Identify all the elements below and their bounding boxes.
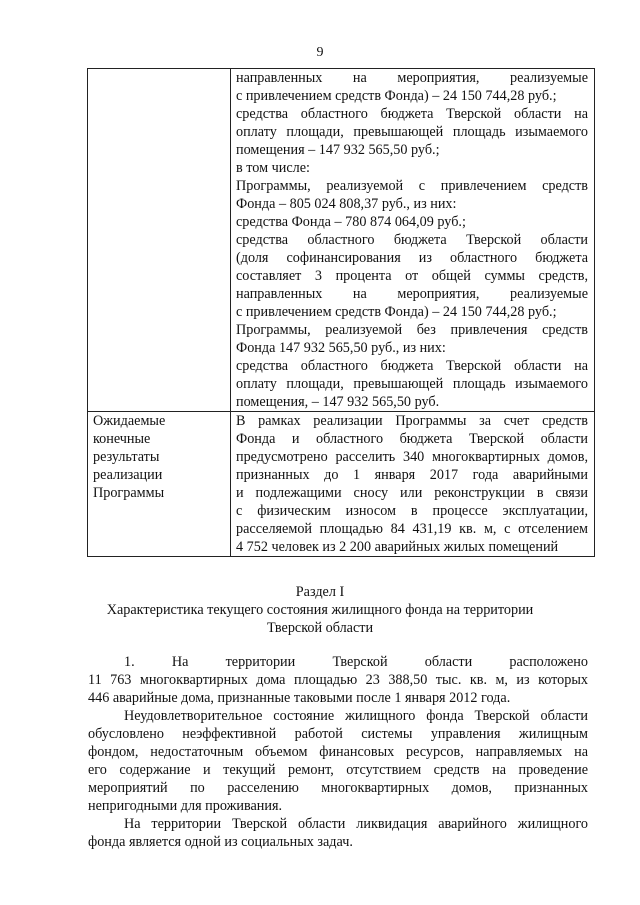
text-line: Неудовлетворительное состояние жилищного фонда Тверской области (124, 708, 588, 724)
text-line: фонда является одной из социальных задач. (88, 834, 353, 850)
text-line: составляет 3 процента от общей суммы средств, (236, 268, 588, 284)
text-line: оплату площади, превышающей площадь изымаемого (236, 124, 588, 140)
page-number: 9 (316, 45, 324, 60)
table-row-value (231, 412, 595, 557)
text-line: 4 752 человек из 2 200 аварийных жилых помещений (236, 539, 559, 555)
text-line: фондом, недостаточным объемом финансовых ресурсов, направляемых на (88, 744, 588, 760)
text-line: оплату площади, превышающей площадь изымаемого (236, 376, 588, 392)
text-line: расселяемой площадью 84 431,19 кв. м, с отселением (236, 521, 588, 537)
paragraph (88, 815, 588, 851)
text-line: направленных на мероприятия, реализуемые (236, 70, 588, 86)
paragraph (88, 707, 588, 815)
text-line: непригодными для проживания. (88, 798, 283, 814)
text-line: средства областного бюджета Тверской области (236, 232, 588, 248)
table-row-label (88, 412, 231, 557)
text-line: с физическим износом в процессе эксплуатации, (236, 503, 588, 519)
text-line: средства областного бюджета Тверской области на (236, 358, 588, 374)
text-line: помещения – 147 932 565,50 руб.; (236, 142, 440, 158)
text-line: (доля софинансирования из областного бюджета (236, 250, 588, 266)
text-line: помещения, – 147 932 565,50 руб. (236, 394, 440, 410)
text-line: Фонда – 805 024 808,37 руб., из них: (236, 196, 457, 212)
label-line: Программы (93, 485, 165, 501)
paragraph (88, 653, 588, 707)
text-line: средства областного бюджета Тверской области на (236, 106, 588, 122)
body-text (88, 653, 588, 851)
label-line: реализации (93, 467, 163, 483)
text-line: и подлежащими сносу или реконструкции в связи (236, 485, 588, 501)
text-line: признанных до 1 января 2017 года аварийными (236, 467, 588, 483)
text-line: Фонда и областного бюджета Тверской области (236, 431, 588, 447)
label-line: результаты (93, 449, 160, 465)
text-line: Программы, реализуемой без привлечения средств (236, 322, 588, 338)
text-line: с привлечением средств Фонда) – 24 150 744,28 руб.; (236, 88, 557, 104)
text-line: Фонда 147 932 565,50 руб., из них: (236, 340, 446, 356)
label-line: конечные (93, 431, 151, 447)
text-line: 1. На территории Тверской области расположено (124, 654, 588, 670)
text-line: предусмотрено расселить 340 многоквартирных домов, (236, 449, 588, 465)
text-line: Программы, реализуемой с привлечением средств (236, 178, 588, 194)
text-line: 11 763 многоквартирных дома площадью 23 388,50 тыс. кв. м, из которых (88, 672, 588, 688)
text-line: с привлечением средств Фонда) – 24 150 744,28 руб.; (236, 304, 557, 320)
text-line: в том числе: (236, 160, 310, 176)
text-line: В рамках реализации Программы за счет средств (236, 413, 588, 429)
label-line: Ожидаемые (93, 413, 166, 429)
table-row-label-empty (88, 69, 231, 412)
text-line: На территории Тверской области ликвидация аварийного жилищного (124, 816, 588, 832)
text-line: 446 аварийные дома, признанные таковыми после 1 января 2012 года. (88, 690, 511, 706)
section-subtitle: Характеристика текущего состояния жилищного фонда на территории Тверской области (106, 602, 534, 636)
table-row (88, 412, 595, 557)
text-line: его содержание и текущий ремонт, отсутствием средств на проведение (88, 762, 588, 778)
text-line: направленных на мероприятия, реализуемые (236, 286, 588, 302)
section-heading: Раздел I (295, 584, 345, 600)
table-row-value (231, 69, 595, 412)
text-line: обусловлено неэффективной работой системы управления жилищным (88, 726, 588, 742)
text-line: средства Фонда – 780 874 064,09 руб.; (236, 214, 466, 230)
text-line: мероприятий по расселению многоквартирных домов, признанных (88, 780, 588, 796)
program-passport-table (87, 68, 595, 557)
table-row (88, 69, 595, 412)
